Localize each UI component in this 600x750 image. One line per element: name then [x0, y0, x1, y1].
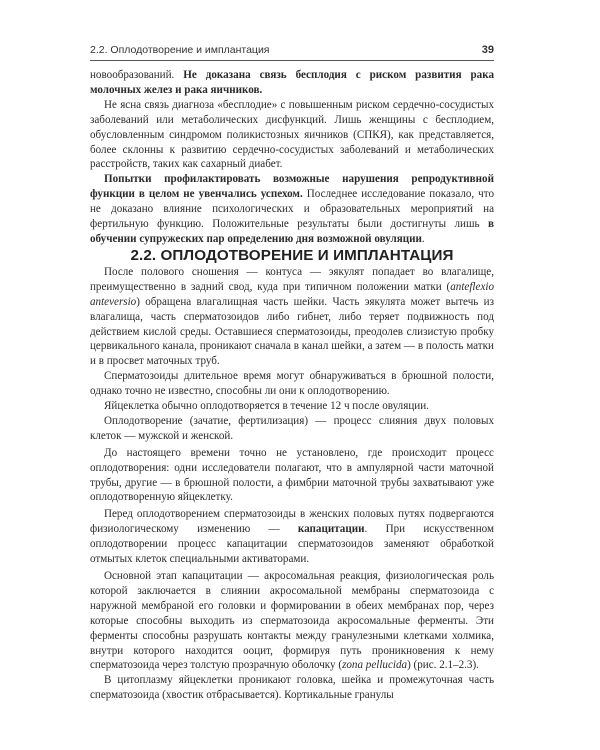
text-run: новообразований.: [90, 69, 184, 81]
section-heading: 2.2. ОПЛОДОТВОРЕНИЕ И ИМПЛАНТАЦИЯ: [130, 246, 454, 264]
section-paragraph-6: [90, 507, 494, 567]
section-paragraph-3: Яйцеклетка обычно оплодотворяется в течение 12 ч после овуляции.: [104, 400, 429, 413]
text-run: Последнее исследование показало, что не доказано влияние психологических и образовательных мероприятий на фертильную функцию. Положительные результаты были достигнуты лишь: [90, 188, 495, 231]
text-run: Перед оплодотворением сперматозоиды в женских половых путях подвергаются физиологическому изменению —: [90, 508, 494, 536]
running-head: [90, 44, 494, 56]
running-head-section: 2.2. Оплодотворение и имплантация: [90, 44, 270, 56]
section-paragraph-7: [90, 569, 494, 673]
bold-run: Попытки профилактировать возможные нарушения репродуктивной функции в целом не увенчались успехом.: [90, 173, 494, 201]
bold-run: Не доказана связь бесплодия с риском развития рака молочных желез и рака яичников.: [90, 69, 495, 96]
header-rule: [90, 60, 494, 61]
text-run: Основной этап капацитации — акросомальная реакция, физиологическая роль которой заключается в слиянии акросомальной мембраны сперматозоида с наружной мембраной его головки и формировании в обеих мембранах пор, через которые способны выходить из сперматозоида акросомальные ферменты. Эти ферменты способны разрушать контакты между гранулезными клетками холмика, внутри которого находится ооцит, формируя путь проникновения к нему сперматозоида через толстую прозрачную оболочку (: [90, 570, 494, 672]
bold-run: в обучении супружеских пар определению дня возможной овуляции: [90, 218, 494, 245]
section-paragraph-8: В цитоплазму яйцеклетки проникают головка, шейка и промежуточная часть сперматозоида (хвостик отбрасывается). Кортикальные гранулы: [90, 674, 494, 702]
body-text: [90, 68, 494, 703]
text-run: ) (рис. 2.1–2.3).: [407, 659, 479, 672]
latin-term: anteflexio anteversio: [90, 280, 494, 308]
section-paragraph-2: Сперматозоиды длительное время могут обнаруживаться в брюшной полости, однако точно не известно, способны ли они к оплодотворению.: [90, 370, 494, 398]
bold-term: капацитации: [297, 523, 365, 536]
intro-paragraph-2: Не ясна связь диагноза «бесплодие» с повышенным риском сердечно-сосудистых заболеваний или метаболических дисфункций. Лишь женщины с бесплодием, обусловленным синдромом поликистозных яичников (СПКЯ), как представляется, более склонны к развитию сердечно-сосудистых заболеваний и метаболических расстройств, таких как сахарный диабет.: [90, 98, 494, 171]
intro-paragraph-3: [90, 172, 494, 247]
page-number: 39: [481, 44, 494, 56]
section-paragraph-4: Оплодотворение (зачатие, фертилизация) — процесс слияния двух половых клеток — мужской и женской.: [90, 414, 494, 442]
section-paragraph-5: До настоящего времени точно не установлено, где происходит процесс оплодотворения: одни исследователи полагают, что в ампулярной части маточной трубы, другие — в брюшной полости, а фимбрии маточной трубы захватывают уже оплодотворенную яйцеклетку.: [90, 446, 494, 504]
latin-term: zona pellucida: [342, 659, 408, 672]
text-run: . При искусственном оплодотворении процесс капацитации сперматозоидов заменяют обработкой отмытых клеток специальными активаторами.: [90, 523, 494, 566]
intro-paragraph-1: [90, 68, 494, 98]
text-run: .: [421, 232, 425, 245]
text-run: ) обращена влагалищная часть шейки. Часть эякулята может вытечь из влагалища, часть сперматозоидов либо гибнет, либо теряет подвижность под действием кислой среды. Оставшиеся сперматозоиды, преодолев слизистую пробку цервикального канала, проникают сначала в канал шейки, а затем — в полость матки и в просвет маточных труб.: [90, 295, 494, 368]
section-paragraph-1: [90, 265, 494, 369]
text-run: После полового сношения — контуса — эякулят попадает во влагалище, преимущественно в задний свод, куда при типичном положении матки (: [90, 265, 494, 293]
